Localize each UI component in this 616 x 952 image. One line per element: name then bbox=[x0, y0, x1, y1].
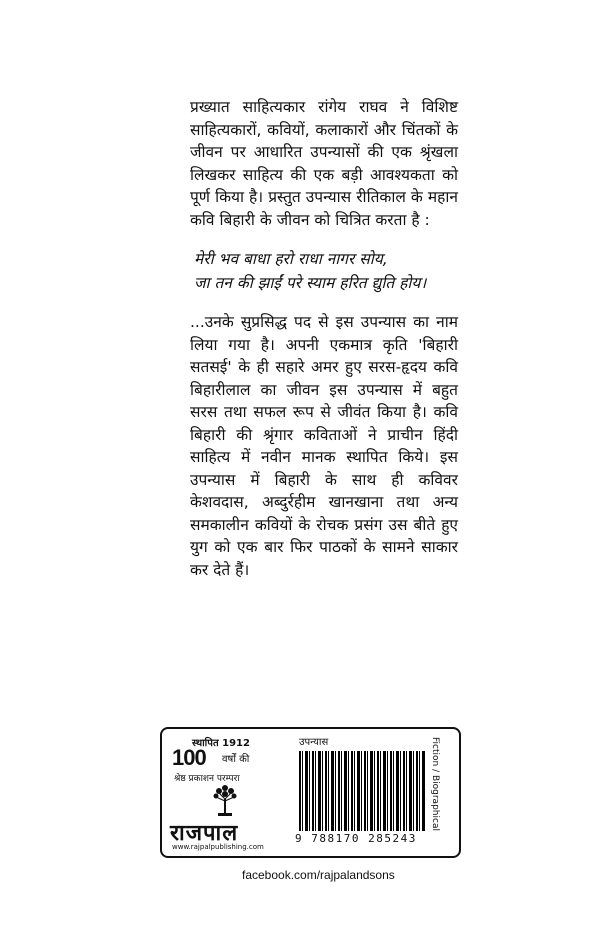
couplet-line-2: जा तन की झाईं परे स्याम हरित द्युति होय। bbox=[194, 274, 427, 292]
category-label: Fiction / Biographical bbox=[430, 737, 440, 831]
years-label: वर्षों की bbox=[222, 754, 250, 765]
publisher-block bbox=[170, 735, 278, 851]
tradition-label: श्रेष्ठ प्रकाशन परम्परा bbox=[174, 774, 240, 784]
couplet bbox=[194, 247, 458, 295]
centenary-number: 100 bbox=[172, 745, 206, 770]
publisher-website: www.rajpalpublishing.com bbox=[172, 843, 264, 851]
couplet-line-1: मेरी भव बाधा हरो राधा नागर सोय, bbox=[194, 250, 388, 268]
isbn-number: 9 788170 285243 bbox=[295, 832, 417, 845]
blurb-paragraph-2: ...उनके सुप्रसिद्ध पद से इस उपन्यास का नाम लिया गया है। अपनी एकमात्र कृति 'बिहारी सतसई' के ही सहारे अमर हुए सरस-हृदय कवि बिहारीलाल का जीवन इस उपन्यास में बहुत सरस तथा सफल रूप से जीवंत किया है। कवि बिहारी की श्रृंगार कविताओं ने प्राचीन हिंदी साहित्य में नवीन मानक स्थापित किये। इस उपन्यास में बिहारी के साथ ही कविवर केशवदास, अब्दुर्रहीम खानखाना तथा अन्य समकालीन कवियों के रोचक प्रसंग उस बीते हुए युग को एक बार फिर पाठकों के सामने साकार कर देते हैं। bbox=[190, 313, 458, 579]
established-label: स्थापित 1912 bbox=[192, 738, 250, 749]
isbn-barcode bbox=[299, 751, 425, 831]
publisher-logo-text: राजपाल bbox=[170, 821, 239, 846]
facebook-link: facebook.com/rajpalandsons bbox=[242, 868, 395, 882]
genre-label: उपन्यास bbox=[299, 737, 329, 748]
blurb-paragraph-1: प्रख्यात साहित्यकार रांगेय राघव ने विशिष्ट साहित्यकारों, कवियों, कलाकारों और चिंतकों के जीवन पर आधारित उपन्यासों की एक श्रृंखला लिखकर साहित्य की एक बड़ी आवश्यकता को पूर्ण किया है। प्रस्तुत उपन्यास रीतिकाल के महान कवि बिहारी के जीवन को चित्रित करता है : bbox=[190, 98, 458, 229]
tree-logo-icon bbox=[210, 783, 240, 817]
back-cover-blurb bbox=[190, 96, 458, 581]
publisher-barcode-panel bbox=[160, 727, 461, 858]
